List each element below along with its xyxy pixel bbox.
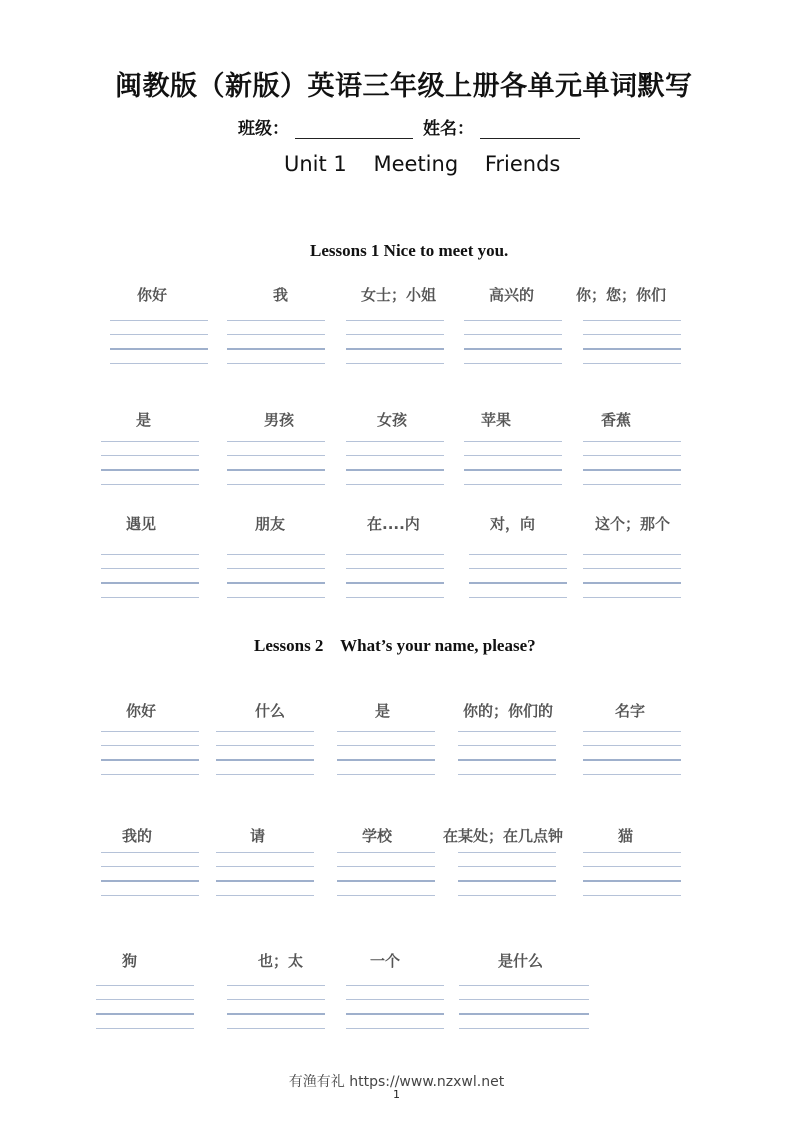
word-prompt: 香蕉 — [601, 411, 632, 429]
writing-line — [227, 568, 325, 569]
writing-line — [227, 999, 325, 1000]
writing-line — [227, 554, 325, 555]
writing-line — [346, 582, 444, 584]
writing-line — [216, 895, 314, 896]
writing-line — [346, 320, 444, 321]
word-prompt: 猫 — [618, 827, 634, 845]
footer-text: 有渔有礼 https://www.nzxwl.net — [288, 1074, 505, 1090]
writing-line — [458, 731, 556, 732]
writing-line — [101, 469, 199, 471]
writing-line — [227, 348, 325, 350]
writing-line — [458, 774, 556, 775]
writing-line — [469, 568, 567, 569]
writing-line — [583, 363, 681, 364]
writing-line — [583, 597, 681, 598]
writing-line — [227, 441, 325, 442]
writing-line — [459, 1013, 589, 1015]
writing-line — [583, 745, 681, 746]
writing-line — [227, 1013, 325, 1015]
writing-line — [110, 363, 208, 364]
writing-line — [469, 597, 567, 598]
writing-line — [101, 866, 199, 867]
writing-line — [583, 320, 681, 321]
writing-line — [337, 895, 435, 896]
word-prompt: 是 — [375, 702, 391, 720]
word-prompt: 在某处；在几点钟 — [443, 827, 564, 845]
word-prompt: 遇见 — [126, 515, 157, 533]
writing-line — [464, 334, 562, 335]
writing-line — [346, 1028, 444, 1029]
writing-line — [346, 469, 444, 471]
lesson1-heading: Lessons 1 Nice to meet you. — [310, 241, 509, 260]
writing-line — [346, 334, 444, 335]
writing-line — [464, 348, 562, 350]
writing-line — [101, 880, 199, 882]
writing-line — [346, 568, 444, 569]
writing-line — [337, 759, 435, 761]
writing-line — [110, 320, 208, 321]
word-prompt: 在....内 — [367, 515, 420, 533]
writing-line — [458, 759, 556, 761]
word-prompt: 你；您；你们 — [576, 286, 667, 304]
word-prompt: 是什么 — [498, 952, 544, 970]
writing-line — [583, 455, 681, 456]
writing-line — [346, 441, 444, 442]
word-prompt: 什么 — [255, 702, 286, 720]
writing-line — [216, 866, 314, 867]
writing-line — [216, 880, 314, 882]
writing-line — [101, 484, 199, 485]
writing-line — [337, 852, 435, 853]
writing-line — [583, 582, 681, 584]
writing-line — [101, 441, 199, 442]
writing-line — [101, 597, 199, 598]
writing-line — [216, 745, 314, 746]
name-blank[interactable] — [480, 120, 580, 139]
writing-line — [346, 1013, 444, 1015]
name-label: 姓名： — [423, 119, 474, 139]
writing-line — [583, 731, 681, 732]
writing-line — [110, 348, 208, 350]
writing-line — [459, 985, 589, 986]
word-prompt: 我的 — [122, 827, 153, 845]
page-number: 1 — [393, 1088, 400, 1101]
writing-line — [464, 320, 562, 321]
writing-line — [96, 999, 194, 1000]
writing-line — [346, 363, 444, 364]
writing-line — [216, 852, 314, 853]
writing-line — [458, 895, 556, 896]
writing-line — [583, 880, 681, 882]
writing-line — [346, 999, 444, 1000]
writing-line — [583, 554, 681, 555]
writing-line — [110, 334, 208, 335]
writing-line — [101, 731, 199, 732]
writing-line — [227, 455, 325, 456]
writing-line — [96, 1028, 194, 1029]
writing-line — [101, 455, 199, 456]
writing-line — [227, 363, 325, 364]
writing-line — [101, 554, 199, 555]
writing-line — [101, 852, 199, 853]
word-prompt: 对，向 — [490, 515, 536, 533]
writing-line — [101, 745, 199, 746]
word-prompt: 你的；你们的 — [463, 702, 554, 720]
writing-line — [464, 484, 562, 485]
writing-line — [346, 554, 444, 555]
writing-line — [337, 745, 435, 746]
writing-line — [101, 759, 199, 761]
writing-line — [464, 363, 562, 364]
writing-line — [227, 334, 325, 335]
writing-line — [346, 348, 444, 350]
page-title: 闽教版（新版）英语三年级上册各单元单词默写 — [115, 71, 693, 102]
writing-line — [101, 582, 199, 584]
unit-title: Unit 1 Meeting Friends — [284, 152, 561, 176]
student-info-fields — [238, 114, 590, 139]
writing-line — [583, 866, 681, 867]
writing-line — [227, 597, 325, 598]
writing-line — [101, 568, 199, 569]
writing-line — [227, 985, 325, 986]
writing-line — [464, 455, 562, 456]
writing-line — [101, 895, 199, 896]
writing-line — [583, 568, 681, 569]
writing-line — [583, 852, 681, 853]
writing-line — [346, 455, 444, 456]
word-prompt: 你好 — [126, 702, 157, 720]
writing-line — [227, 582, 325, 584]
writing-line — [583, 895, 681, 896]
writing-line — [337, 731, 435, 732]
word-prompt: 我 — [273, 286, 289, 304]
writing-line — [101, 774, 199, 775]
writing-line — [216, 759, 314, 761]
word-prompt: 高兴的 — [489, 286, 535, 304]
word-prompt: 这个；那个 — [595, 515, 671, 533]
word-prompt: 是 — [136, 411, 152, 429]
writing-line — [583, 469, 681, 471]
writing-line — [583, 774, 681, 775]
writing-line — [96, 985, 194, 986]
writing-line — [337, 880, 435, 882]
word-prompt: 男孩 — [264, 411, 295, 429]
writing-line — [337, 774, 435, 775]
class-blank[interactable] — [295, 120, 413, 139]
word-prompt: 名字 — [615, 702, 646, 720]
writing-line — [346, 985, 444, 986]
writing-line — [96, 1013, 194, 1015]
writing-line — [458, 880, 556, 882]
writing-line — [459, 1028, 589, 1029]
writing-line — [583, 484, 681, 485]
writing-line — [458, 866, 556, 867]
word-prompt: 也；太 — [258, 952, 304, 970]
writing-line — [459, 999, 589, 1000]
writing-line — [583, 334, 681, 335]
writing-line — [227, 469, 325, 471]
writing-line — [346, 597, 444, 598]
lesson2-heading: Lessons 2 What’s your name, please? — [254, 636, 536, 655]
writing-line — [227, 1028, 325, 1029]
writing-line — [227, 484, 325, 485]
writing-line — [583, 348, 681, 350]
writing-line — [458, 745, 556, 746]
writing-line — [227, 320, 325, 321]
word-prompt: 苹果 — [481, 411, 512, 429]
writing-line — [464, 441, 562, 442]
writing-line — [583, 759, 681, 761]
writing-line — [469, 582, 567, 584]
word-prompt: 学校 — [362, 827, 393, 845]
word-prompt: 女士；小姐 — [361, 286, 437, 304]
word-prompt: 一个 — [370, 952, 401, 970]
writing-line — [458, 852, 556, 853]
writing-line — [216, 731, 314, 732]
writing-line — [469, 554, 567, 555]
writing-line — [337, 866, 435, 867]
word-prompt: 朋友 — [255, 515, 286, 533]
word-prompt: 狗 — [122, 952, 138, 970]
writing-line — [216, 774, 314, 775]
writing-line — [464, 469, 562, 471]
writing-line — [583, 441, 681, 442]
word-prompt: 请 — [250, 827, 266, 845]
word-prompt: 女孩 — [377, 411, 408, 429]
word-prompt: 你好 — [137, 286, 168, 304]
writing-line — [346, 484, 444, 485]
class-label: 班级： — [238, 119, 289, 139]
